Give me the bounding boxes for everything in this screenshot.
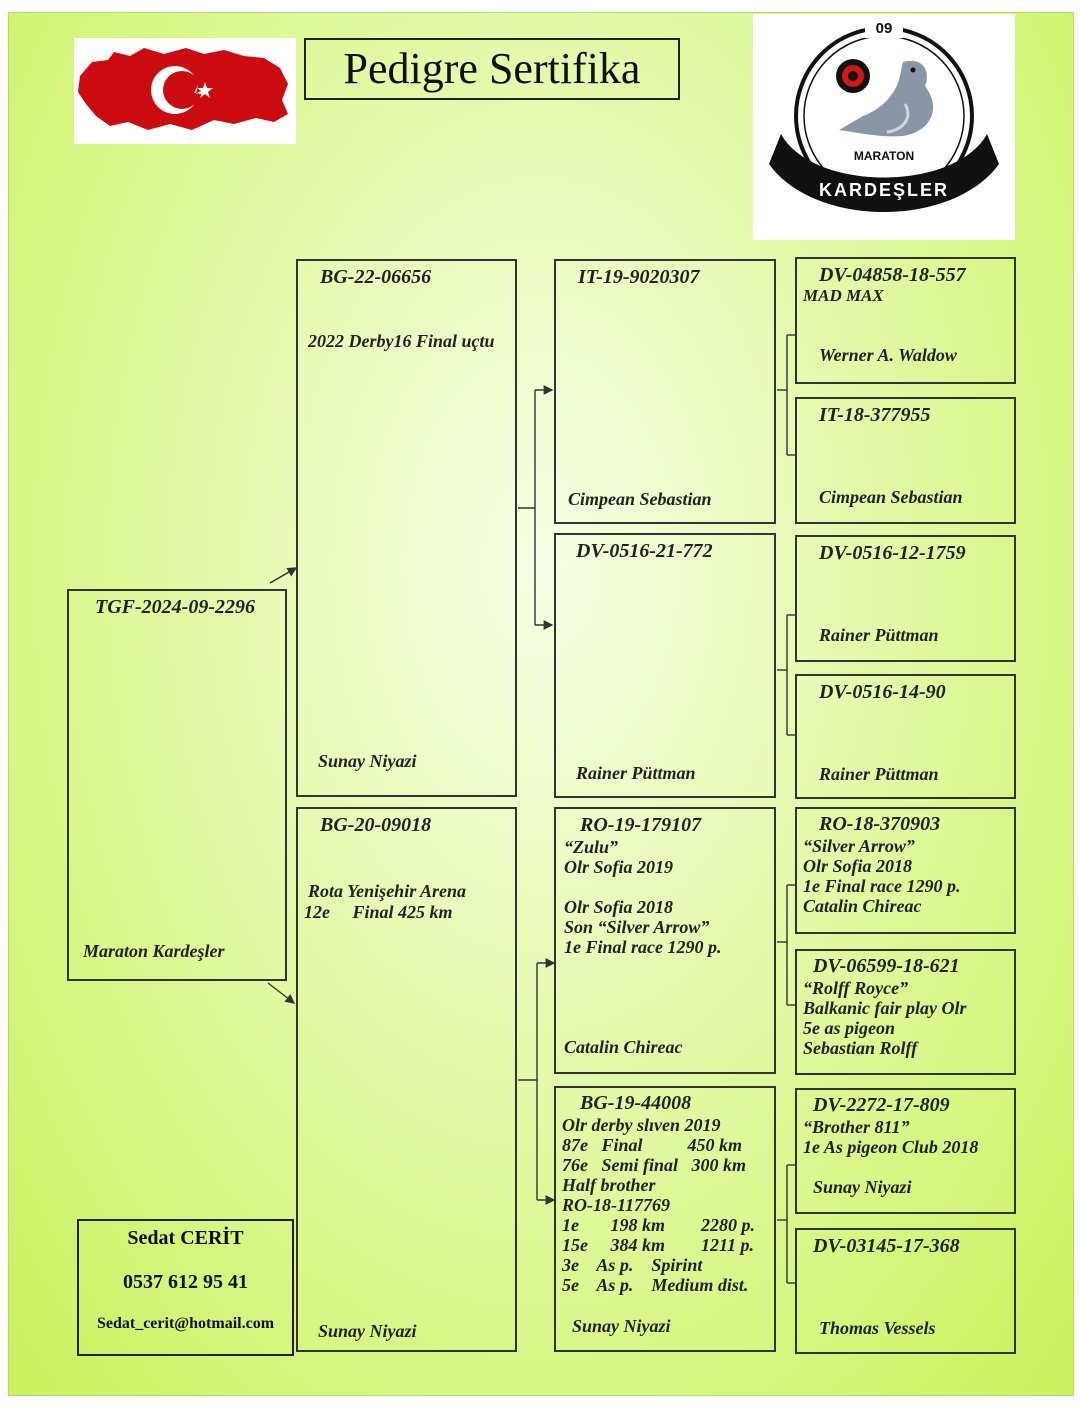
sss-box [795, 257, 1016, 384]
ds-ring: RO-19-179107 [580, 814, 702, 836]
sds-ring: DV-0516-12-1759 [819, 542, 966, 564]
ddd-owner: Thomas Vessels [819, 1318, 936, 1338]
dss-line: Catalin Chireac [803, 896, 922, 916]
dss-line: 1e Final race 1290 p. [803, 876, 961, 896]
dam-note1: Rota Yenişehir Arena [308, 881, 467, 901]
dd-owner: Sunay Niyazi [572, 1316, 671, 1336]
subject-box [67, 589, 287, 981]
dds-ring: DV-2272-17-809 [813, 1094, 950, 1116]
sd-owner: Rainer Püttman [576, 763, 696, 783]
sdd-box [795, 674, 1016, 799]
dam-owner: Sunay Niyazi [318, 1321, 417, 1341]
sss-owner: Werner A. Waldow [819, 345, 957, 365]
dsd-ring: DV-06599-18-621 [813, 955, 960, 977]
dss-box [795, 807, 1016, 934]
dd-line: Half brother [562, 1175, 656, 1195]
dss-line: Olr Sofia 2018 [803, 856, 913, 876]
contact-email: Sedat_cerit@hotmail.com [96, 1315, 275, 1332]
dam-note2: 12e Final 425 km [304, 902, 453, 922]
dsd-line: Balkanic fair play Olr [803, 998, 967, 1018]
ds-line: 1e Final race 1290 p. [564, 937, 722, 957]
dam-ring: BG-20-09018 [320, 814, 432, 836]
dds-line: 1e As pigeon Club 2018 [803, 1137, 979, 1157]
sire-owner: Sunay Niyazi [318, 751, 417, 771]
contact-phone: 0537 612 95 41 [123, 1271, 248, 1293]
sire-note: 2022 Derby16 Final uçtu [308, 331, 495, 351]
subject-owner: Maraton Kardeşler [83, 941, 225, 961]
ds-line: “Zulu” [564, 837, 619, 857]
dds-box [795, 1088, 1016, 1214]
sss-name: MAD MAX [803, 286, 884, 305]
page-title: Pedigre Sertifika [304, 38, 680, 100]
sd-ring: DV-0516-21-772 [576, 540, 713, 562]
ddd-box [795, 1228, 1016, 1354]
contact-name: Sedat CERİT [127, 1227, 244, 1249]
subject-ring: TGF-2024-09-2296 [95, 596, 255, 618]
dds-line: “Brother 811” [803, 1117, 910, 1137]
dss-ring: RO-18-370903 [819, 813, 941, 835]
ddd-ring: DV-03145-17-368 [813, 1235, 960, 1257]
dd-line: 76e Semi final 300 km [562, 1155, 746, 1175]
logo-line2: KARDEŞLER [818, 180, 950, 200]
dd-ring: BG-19-44008 [580, 1092, 692, 1114]
ssd-ring: IT-18-377955 [819, 404, 931, 426]
dsd-box [795, 949, 1016, 1075]
dsd-line: “Rolff Royce” [803, 978, 909, 998]
dd-line: 15e 384 km 1211 p. [562, 1235, 754, 1255]
dd-line: 5e As p. Medium dist. [562, 1275, 749, 1295]
ds-line: Olr Sofia 2018 [564, 897, 674, 917]
ds-line: Olr Sofia 2019 [564, 857, 674, 877]
ds-owner: Catalin Chireac [564, 1037, 683, 1057]
ssd-owner: Cimpean Sebastian [819, 487, 963, 507]
dss-line: “Silver Arrow” [803, 836, 915, 856]
dds-owner: Sunay Niyazi [813, 1177, 912, 1197]
dd-line: Olr derby slıven 2019 [562, 1115, 721, 1135]
logo-line1: MARATON [853, 149, 915, 163]
ds-box [554, 807, 776, 1074]
dd-line: 87e Final 450 km [562, 1135, 743, 1155]
ss-owner: Cimpean Sebastian [568, 489, 712, 509]
dd-line: RO-18-117769 [562, 1195, 670, 1215]
ss-box [554, 259, 776, 524]
ds-line: Son “Silver Arrow” [564, 917, 710, 937]
turkey-map-flag [74, 38, 296, 144]
maraton-kardesler-logo [753, 14, 1015, 240]
dsd-line: 5e as pigeon [803, 1018, 895, 1038]
ssd-box [795, 397, 1016, 524]
sss-ring: DV-04858-18-557 [819, 264, 966, 286]
sds-box [795, 535, 1016, 662]
dd-line: 1e 198 km 2280 p. [562, 1215, 755, 1235]
sire-ring: BG-22-06656 [320, 266, 432, 288]
sds-owner: Rainer Püttman [819, 625, 939, 645]
dam-box [296, 807, 517, 1352]
sdd-ring: DV-0516-14-90 [819, 681, 946, 703]
sire-box [296, 259, 517, 797]
dd-line: 3e As p. Spirint [562, 1255, 703, 1275]
ss-ring: IT-19-9020307 [578, 266, 700, 288]
dd-box [554, 1086, 776, 1352]
sd-box [554, 533, 776, 798]
contact-box [77, 1219, 294, 1356]
logo-number: 09 [875, 20, 893, 37]
dsd-line: Sebastian Rolff [803, 1038, 918, 1058]
sdd-owner: Rainer Püttman [819, 764, 939, 784]
